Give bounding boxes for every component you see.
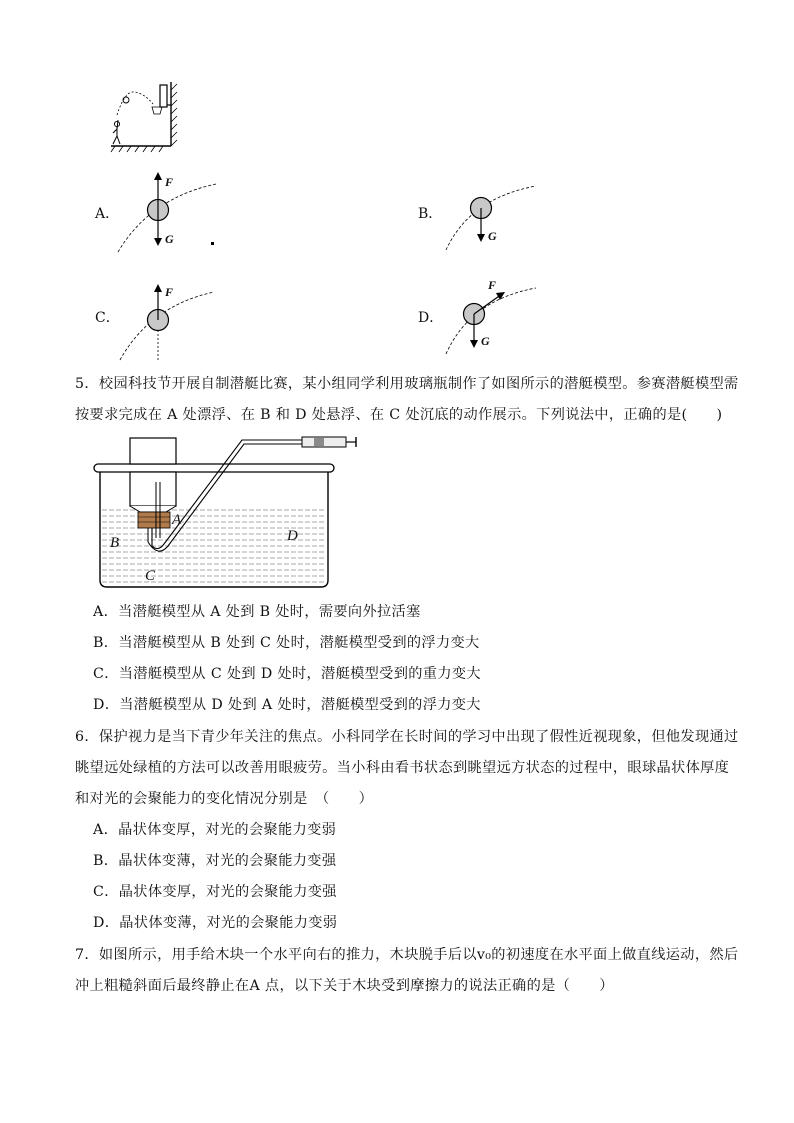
q5-option-d[interactable]: D．当潜艇模型从 D 处到 A 处时，潜艇模型受到的浮力变大: [93, 697, 481, 713]
q4-option-d-force-f: F: [488, 278, 497, 292]
figure-label-a: A: [172, 512, 182, 528]
figure-label-d: D: [287, 528, 298, 544]
figure-label-c: C: [145, 568, 156, 584]
q7-stem-line-1: 7．如图所示，用手给木块一个水平向右的推力，木块脱手后以v₀的初速度在水平面上做直线运动，然后: [75, 947, 739, 963]
q5-stem-line-1: 5．校园科技节开展自制潜艇比赛，某小组同学利用玻璃瓶制作了如图所示的潜艇模型。参赛潜艇模型需: [75, 376, 739, 392]
submarine-model-figure: [92, 434, 362, 592]
q5-option-c[interactable]: C．当潜艇模型从 C 处到 D 处时，潜艇模型受到的重力变大: [93, 666, 481, 682]
q4-option-c-force-f: F: [165, 285, 174, 299]
q4-option-a-letter[interactable]: A．: [95, 206, 120, 222]
q5-stem-line-2: 按要求完成在 A 处漂浮、在 B 和 D 处悬浮、在 C 处沉底的动作展示。下列说法中，正确的是( ): [75, 407, 723, 423]
q7-stem-line-2: 冲上粗糙斜面后最终静止在A 点，以下关于木块受到摩擦力的说法正确的是（ ）: [75, 978, 614, 994]
q4-option-a-dot: [211, 242, 214, 245]
q6-option-c[interactable]: C．晶状体变厚，对光的会聚能力变强: [93, 884, 337, 900]
q6-stem-line-1: 6．保护视力是当下青少年关注的焦点。小科同学在长时间的学习中出现了假性近视现象，但他发现通过: [75, 729, 739, 745]
q6-stem-line-3: 和对光的会聚能力的变化情况分别是 （ ）: [75, 791, 374, 807]
q4-option-d-letter[interactable]: D．: [418, 310, 444, 326]
q4-option-b-force-g: G: [488, 229, 497, 243]
q4-option-b-figure: [440, 178, 540, 258]
q4-option-d-force-g: G: [481, 334, 490, 348]
q6-option-b[interactable]: B．晶状体变薄，对光的会聚能力变强: [93, 853, 337, 869]
q6-stem-line-2: 眺望远处绿植的方法可以改善用眼疲劳。当小科由看书状态到眺望远方状态的过程中，眼球晶状体厚度: [75, 760, 730, 776]
basketball-shot-figure: [105, 80, 185, 160]
q4-option-c-letter[interactable]: C．: [95, 310, 120, 326]
q5-option-b[interactable]: B．当潜艇模型从 B 处到 C 处时，潜艇模型受到的浮力变大: [93, 635, 480, 651]
q4-option-a-force-f: F: [165, 175, 174, 189]
q5-option-a[interactable]: A．当潜艇模型从 A 处到 B 处时，需要向外拉活塞: [93, 604, 421, 620]
q6-option-a[interactable]: A．晶状体变厚，对光的会聚能力变弱: [93, 822, 337, 838]
q4-option-a-force-g: G: [165, 232, 174, 246]
figure-label-b: B: [110, 535, 120, 551]
q4-option-b-letter[interactable]: B．: [418, 206, 443, 222]
q6-option-d[interactable]: D．晶状体变薄，对光的会聚能力变弱: [93, 915, 338, 931]
